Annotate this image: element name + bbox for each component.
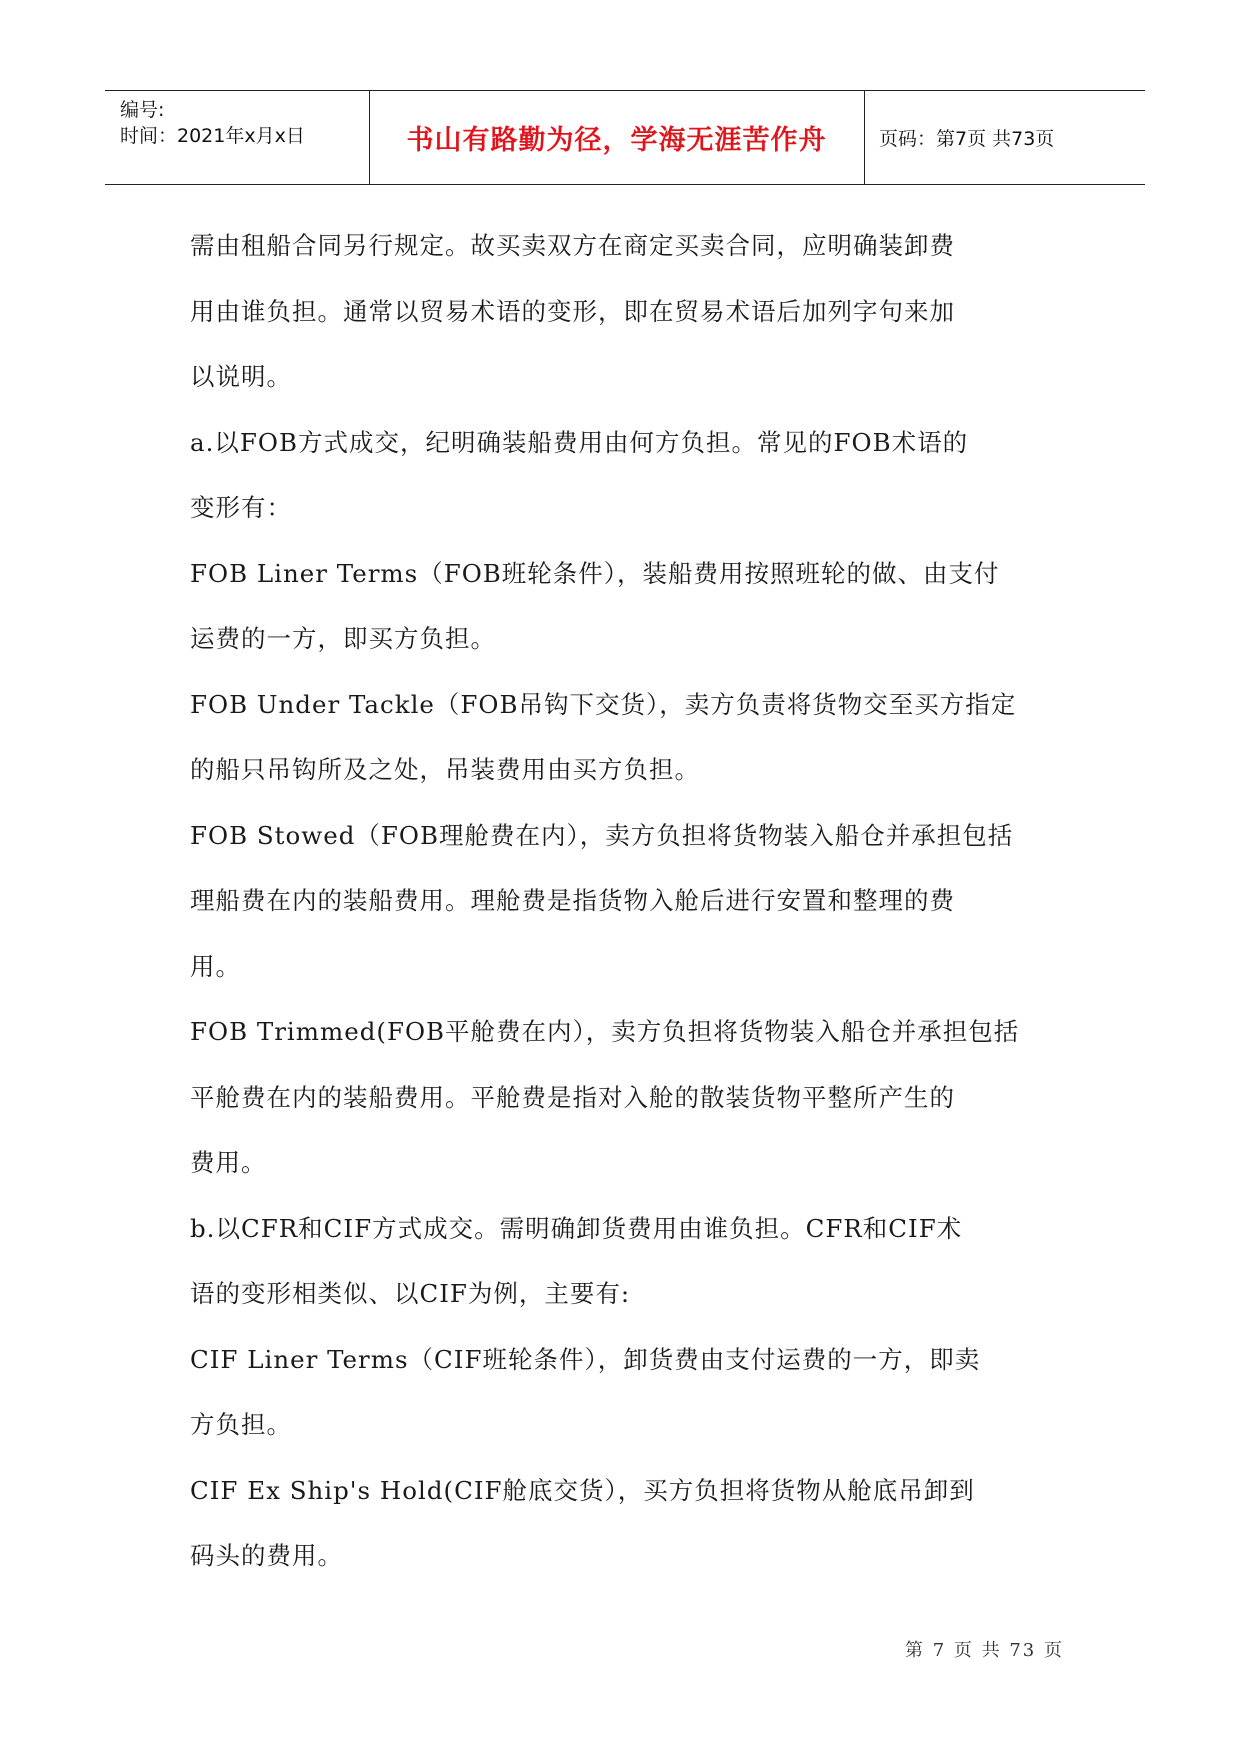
doc-time-label: 时间：2021年x月x日 bbox=[120, 125, 305, 147]
body-line: FOB Under Tackle（FOB吊钩下交货），卖方负责将货物交至买方指定 bbox=[190, 689, 1017, 719]
body-line: 费用。 bbox=[190, 1148, 267, 1177]
body-line: 用由谁负担。通常以贸易术语的变形，即在贸易术语后加列字句来加 bbox=[190, 296, 955, 326]
header-info-cell bbox=[105, 91, 370, 184]
body-line: 以说明。 bbox=[190, 362, 292, 391]
body-line: FOB Stowed（FOB理舱费在内），卖方负担将货物装入船仓并承担包括 bbox=[190, 820, 1014, 850]
body-line: 运费的一方，即买方负担。 bbox=[190, 624, 496, 653]
doc-number-label: 编号: bbox=[120, 99, 165, 121]
header-page-cell bbox=[864, 91, 1145, 184]
body-line: b.以CFR和CIF方式成交。需明确卸货费用由谁负担。CFR和CIF术 bbox=[190, 1213, 963, 1243]
body-line: FOB Liner Terms（FOB班轮条件），装船费用按照班轮的做、由支付 bbox=[190, 558, 1000, 588]
body-line: CIF Ex Ship's Hold(CIF舱底交货），买方负担将货物从舱底吊卸到 bbox=[190, 1475, 975, 1505]
header-page-code: 页码：第7页 共73页 bbox=[879, 128, 1055, 150]
body-line: 平舱费在内的装船费用。平舱费是指对入舱的散装货物平整所产生的 bbox=[190, 1082, 955, 1112]
body-line: CIF Liner Terms（CIF班轮条件），卸货费由支付运费的一方，即卖 bbox=[190, 1344, 981, 1374]
page-header bbox=[105, 90, 1145, 185]
body-line: FOB Trimmed(FOB平舱费在内），卖方负担将货物装入船仓并承担包括 bbox=[190, 1017, 1020, 1046]
body-line: 语的变形相类似、以CIF为例，主要有: bbox=[190, 1279, 631, 1308]
document-body bbox=[190, 213, 1070, 1589]
body-line: 变形有： bbox=[190, 493, 292, 522]
body-line: 的船只吊钩所及之处，吊装费用由买方负担。 bbox=[190, 755, 700, 784]
body-line: 理船费在内的装船费用。理舱费是指货物入舱后进行安置和整理的费 bbox=[190, 886, 955, 915]
body-line: a.以FOB方式成交，纪明确装船费用由何方负担。常见的FOB术语的 bbox=[190, 427, 969, 457]
header-motto: 书山有路勤为径，学海无涯苦作舟 bbox=[406, 125, 827, 156]
body-line: 码头的费用。 bbox=[190, 1541, 343, 1570]
page-footer-number: 第 7 页 共 73 页 bbox=[905, 1640, 1064, 1661]
header-motto-cell bbox=[369, 91, 865, 184]
body-line: 方负担。 bbox=[190, 1410, 292, 1439]
body-line: 用。 bbox=[190, 951, 241, 981]
body-line: 需由租船合同另行规定。故买卖双方在商定买卖合同，应明确装卸费 bbox=[190, 231, 955, 260]
